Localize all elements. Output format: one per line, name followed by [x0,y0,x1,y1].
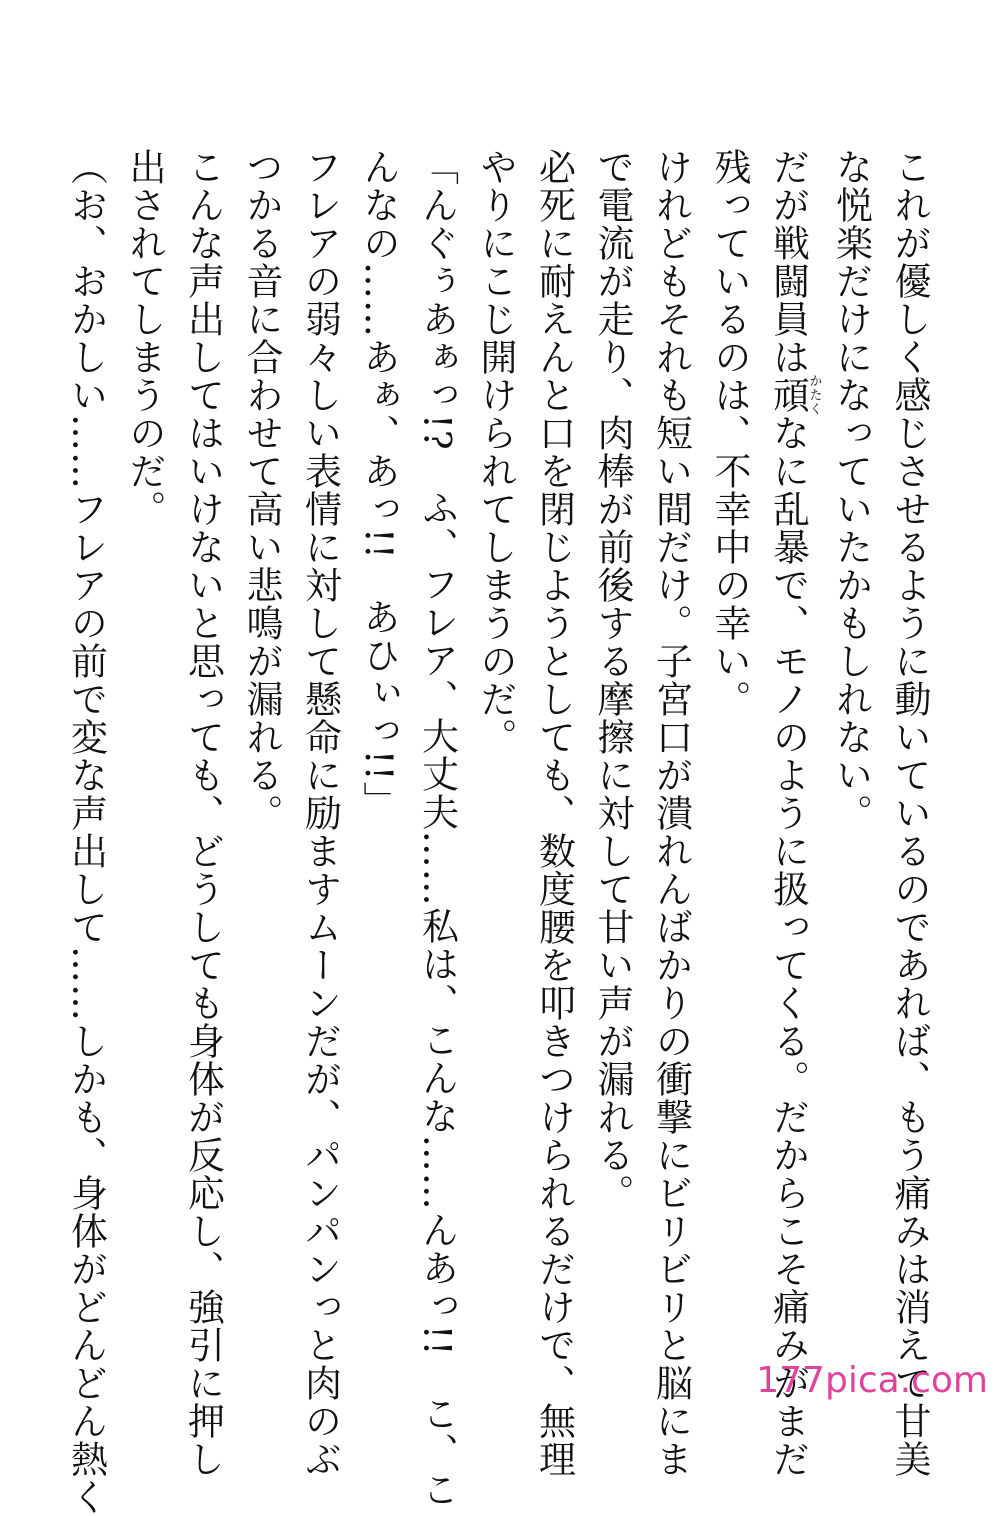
text-line: 残っているのは、不幸中の幸い。 [708,148,751,718]
text-line: けれどもそれも短い間だけ。子宮口が潰れんばかりの衝撃にビリビリと脳にま [649,148,693,1478]
text-line: で電流が走り、肉棒が前後する摩擦に対して甘い声が漏れる。 [591,148,634,1212]
text-line: 出されてしまうのだ。 [123,148,166,528]
text-line: つかる音に合わせて高い悲鳴が漏れる。 [240,148,283,832]
furigana: 頑かたく [766,374,822,416]
text-line: だが戦闘員は頑かたくなに乱暴で、モノのように扱ってくる。だからこそ痛みがまだ [766,148,822,1478]
furigana-reading: かたく [806,374,822,416]
text-line: これが優しく感じさせるように動いているのであれば、もう痛みは消えて甘美 [888,148,931,1478]
text-line: こんな声出してはいけないと思っても、どうしても身体が反応し、強引に押し [181,148,225,1478]
text-line: やりにこじ開けられてしまうのだ。 [474,148,517,756]
text-line: 必死に耐えんと口を閉じようとしても、数度腰を叩きつけられるだけで、無理 [532,148,576,1478]
text-line: な悦楽だけになっていたかもしれない。 [829,148,873,832]
text-line: フレアの弱々しい表情に対して懸命に励ますムーンだが、パンパンっと肉のぶ [298,148,342,1478]
text-line: （お、おかしい……フレアの前で変な声出して……しかも、身体がどんどん熱く [64,148,108,1516]
watermark: 177pica.com [756,1360,988,1401]
text-line: んなの……あぁ、あっ!! あひぃっ!!」 [357,148,400,820]
text-line: 「んぐぅあぁっ!? ふ、フレア、大丈夫……私は、こんな……んあっ!! こ、こ [415,148,459,1509]
